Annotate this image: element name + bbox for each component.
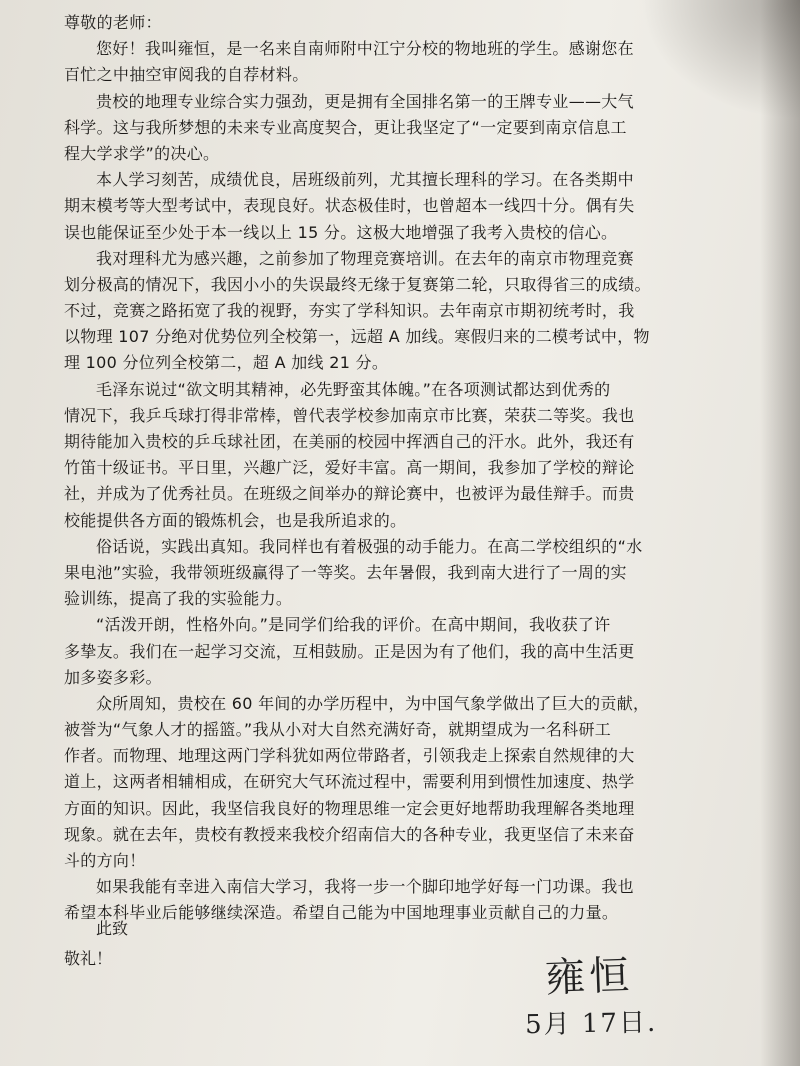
letter-line: 竹笛十级证书。平日里，兴趣广泛，爱好丰富。高一期间，我参加了学校的辩论 <box>64 458 635 478</box>
letter-line: 程大学求学”的决心。 <box>64 143 220 163</box>
letter-line: 加多姿多彩。 <box>64 667 162 687</box>
letter-line: 本人学习刻苦，成绩优良，居班级前列，尤其擅长理科的学习。在各类期中 <box>96 170 634 190</box>
letter-line: 情况下，我乒乓球打得非常棒，曾代表学校参加南京市比赛，荣获二等奖。我也 <box>64 405 635 425</box>
letter-line: 被誉为“气象人才的摇篮。”我从小对大自然充满好奇，就期望成为一名科研工 <box>64 720 612 740</box>
letter-line: 不过，竞赛之路拓宽了我的视野，夯实了学科知识。去年南京市期初统考时，我 <box>64 301 635 321</box>
letter-line: 道上，这两者相辅相成，在研究大气环流过程中，需要利用到惯性加速度、热学 <box>64 772 635 792</box>
closing-salute: 敬礼！ <box>64 949 113 968</box>
letter-line: 期末模考等大型考试中，表现良好。状态极佳时，也曾超本一线四十分。偶有失 <box>64 196 635 216</box>
letter-line: 现象。就在去年，贵校有教授来我校介绍南信大的各种专业，我更坚信了未来奋 <box>64 824 635 844</box>
closing-respect: 此致 <box>96 919 129 938</box>
page-shadow <box>760 0 800 1066</box>
salutation: 尊敬的老师： <box>64 13 162 32</box>
letter-line: 我对理科尤为感兴趣，之前参加了物理竞赛培训。在去年的南京市物理竞赛 <box>96 248 634 268</box>
handwritten-signature: 雍恒 <box>544 952 634 1002</box>
letter-line: 作者。而物理、地理这两门学科犹如两位带路者，引领我走上探索自然规律的大 <box>64 746 635 766</box>
letter-line: 以物理 107 分绝对优势位列全校第一，远超 A 加线。寒假归来的二模考试中，物 <box>64 327 650 347</box>
letter-line: 如果我能有幸进入南信大学习，我将一步一个脚印地学好每一门功课。我也 <box>96 877 634 897</box>
letter-line: 毛泽东说过“欲文明其精神，必先野蛮其体魄。”在各项测试都达到优秀的 <box>96 379 611 399</box>
letter-line: 校能提供各方面的锻炼机会，也是我所追求的。 <box>64 510 407 530</box>
letter-line: 方面的知识。因此，我坚信我良好的物理思维一定会更好地帮助我理解各类地理 <box>64 798 635 818</box>
letter-line: 理 100 分位列全校第二，超 A 加线 21 分。 <box>64 353 389 373</box>
letter-line: 社，并成为了优秀社员。在班级之间举办的辩论赛中，也被评为最佳辩手。而贵 <box>64 484 635 504</box>
letter-line: 果电池”实验，我带领班级赢得了一等奖。去年暑假，我到南大进行了一周的实 <box>64 562 627 582</box>
letter-line: 科学。这与我所梦想的未来专业高度契合，更让我坚定了“一定要到南京信息工 <box>64 117 627 137</box>
letter-body <box>64 10 704 927</box>
letter-line: 验训练，提高了我的实验能力。 <box>64 589 293 609</box>
letter-line: 贵校的地理专业综合实力强劲，更是拥有全国排名第一的王牌专业——大气 <box>96 91 634 111</box>
letter-line: 百忙之中抽空审阅我的自荐材料。 <box>64 65 309 85</box>
letter-line: 多挚友。我们在一起学习交流，互相鼓励。正是因为有了他们，我的高中生活更 <box>64 641 635 661</box>
letter-line: 期待能加入贵校的乒乓球社团，在美丽的校园中挥洒自己的汗水。此外，我还有 <box>64 432 635 451</box>
letter-line: 众所周知，贵校在 60 年间的办学历程中，为中国气象学做出了巨大的贡献， <box>96 693 650 713</box>
letter-line: 俗话说，实践出真知。我同样也有着极强的动手能力。在高二学校组织的“水 <box>96 536 643 556</box>
letter-paragraphs <box>64 36 704 926</box>
letter-line: 希望本科毕业后能够继续深造。希望自己能为中国地理事业贡献自己的力量。 <box>64 903 619 923</box>
handwritten-date: 5月 17日. <box>524 1007 658 1041</box>
letter-line: 斗的方向！ <box>64 851 146 870</box>
letter-line: 划分极高的情况下，我因小小的失误最终无缘于复赛第二轮，只取得省三的成绩。 <box>64 274 651 294</box>
letter-line: 误也能保证至少处于本一线以上 15 分。这极大地增强了我考入贵校的信心。 <box>64 222 618 242</box>
letter-line: 您好！我叫雍恒，是一名来自南师附中江宁分校的物地班的学生。感谢您在 <box>96 39 634 59</box>
letter-line: “活泼开朗，性格外向。”是同学们给我的评价。在高中期间，我收获了许 <box>96 615 611 635</box>
